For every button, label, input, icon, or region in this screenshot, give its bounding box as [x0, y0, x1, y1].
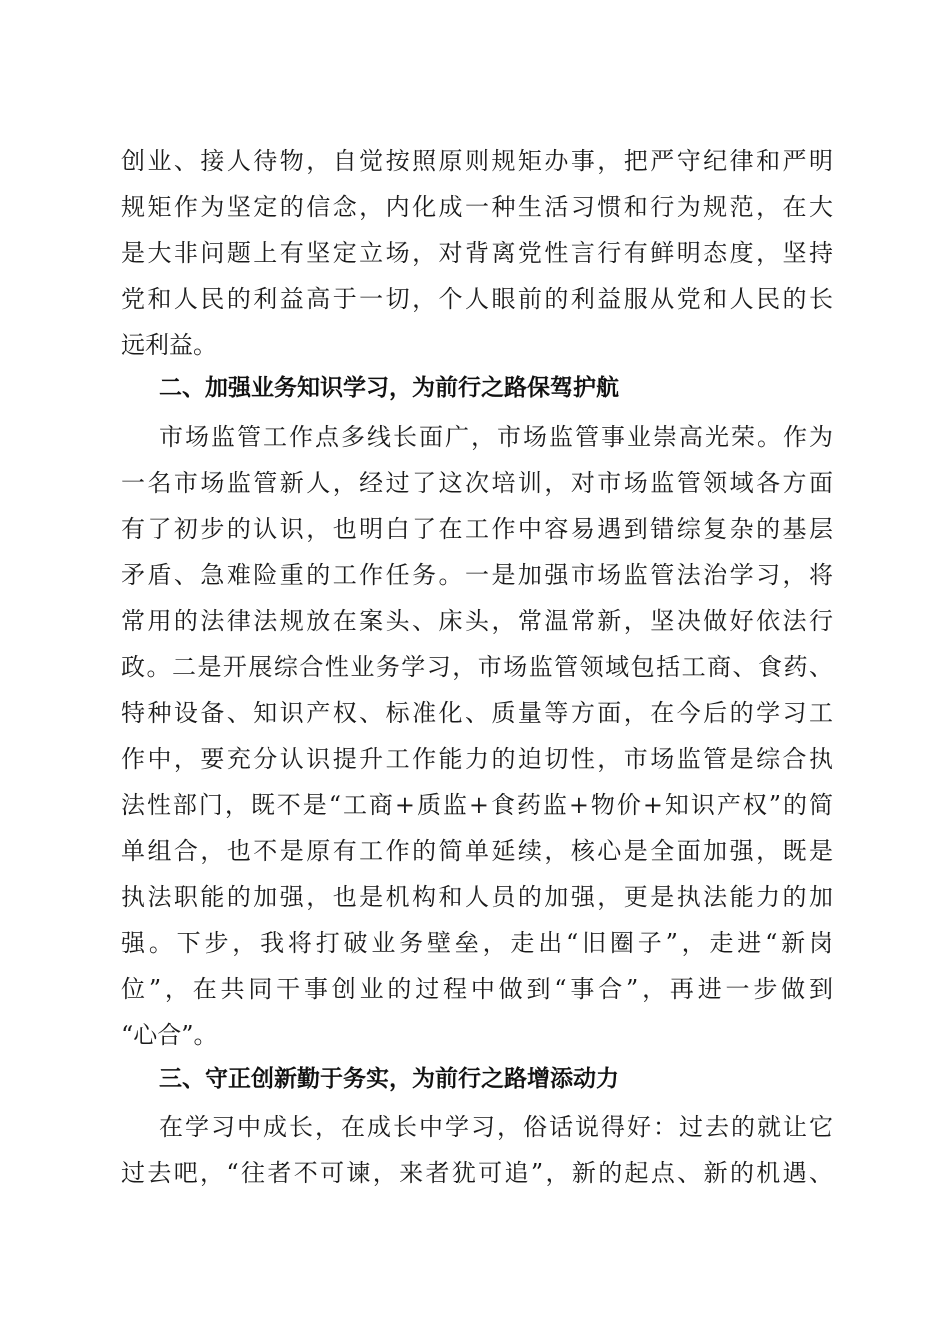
text-line: 创业、接人待物，自觉按照原则规矩办事，把严守纪律和严明	[121, 147, 833, 175]
text-line: 法性部门，既不是“工商+质监+食药监+物价+知识产权”的简	[121, 791, 833, 819]
text-line: 是大非问题上有坚定立场，对背离党性言行有鲜明态度，坚持	[121, 239, 833, 267]
text-line: 执法职能的加强，也是机构和人员的加强，更是执法能力的加	[121, 883, 833, 911]
section-heading: 二、加强业务知识学习，为前行之路保驾护航	[159, 375, 619, 401]
text-line: 强。下步，我将打破业务壁垒，走出“旧圈子”，走进“新岗	[121, 929, 833, 957]
text-line: 一名市场监管新人，经过了这次培训，对市场监管领域各方面	[121, 469, 833, 497]
text-line: 矛盾、急难险重的工作任务。一是加强市场监管法治学习，将	[121, 561, 833, 589]
text-line: 有了初步的认识，也明白了在工作中容易遇到错综复杂的基层	[121, 515, 833, 543]
text-line: 市场监管工作点多线长面广，市场监管事业崇高光荣。作为	[159, 423, 833, 451]
text-line: 在学习中成长，在成长中学习，俗话说得好：过去的就让它	[159, 1113, 833, 1141]
text-line: 位”，在共同干事创业的过程中做到“事合”，再进一步做到	[121, 975, 833, 1003]
section-heading: 三、守正创新勤于务实，为前行之路增添动力	[159, 1066, 619, 1092]
text-line: 作中，要充分认识提升工作能力的迫切性，市场监管是综合执	[121, 745, 833, 773]
text-line: 过去吧，“往者不可谏，来者犹可追”，新的起点、新的机遇、	[121, 1159, 833, 1187]
text-line: 远利益。	[121, 331, 217, 359]
text-line: 特种设备、知识产权、标准化、质量等方面，在今后的学习工	[121, 699, 833, 727]
text-line: “心合”。	[121, 1021, 218, 1049]
text-line: 常用的法律法规放在案头、床头，常温常新，坚决做好依法行	[121, 607, 833, 635]
text-line: 单组合，也不是原有工作的简单延续，核心是全面加强，既是	[121, 837, 833, 865]
text-line: 党和人民的利益高于一切，个人眼前的利益服从党和人民的长	[121, 285, 833, 313]
text-line: 政。二是开展综合性业务学习，市场监管领域包括工商、食药、	[121, 653, 833, 681]
text-line: 规矩作为坚定的信念，内化成一种生活习惯和行为规范，在大	[121, 193, 833, 221]
